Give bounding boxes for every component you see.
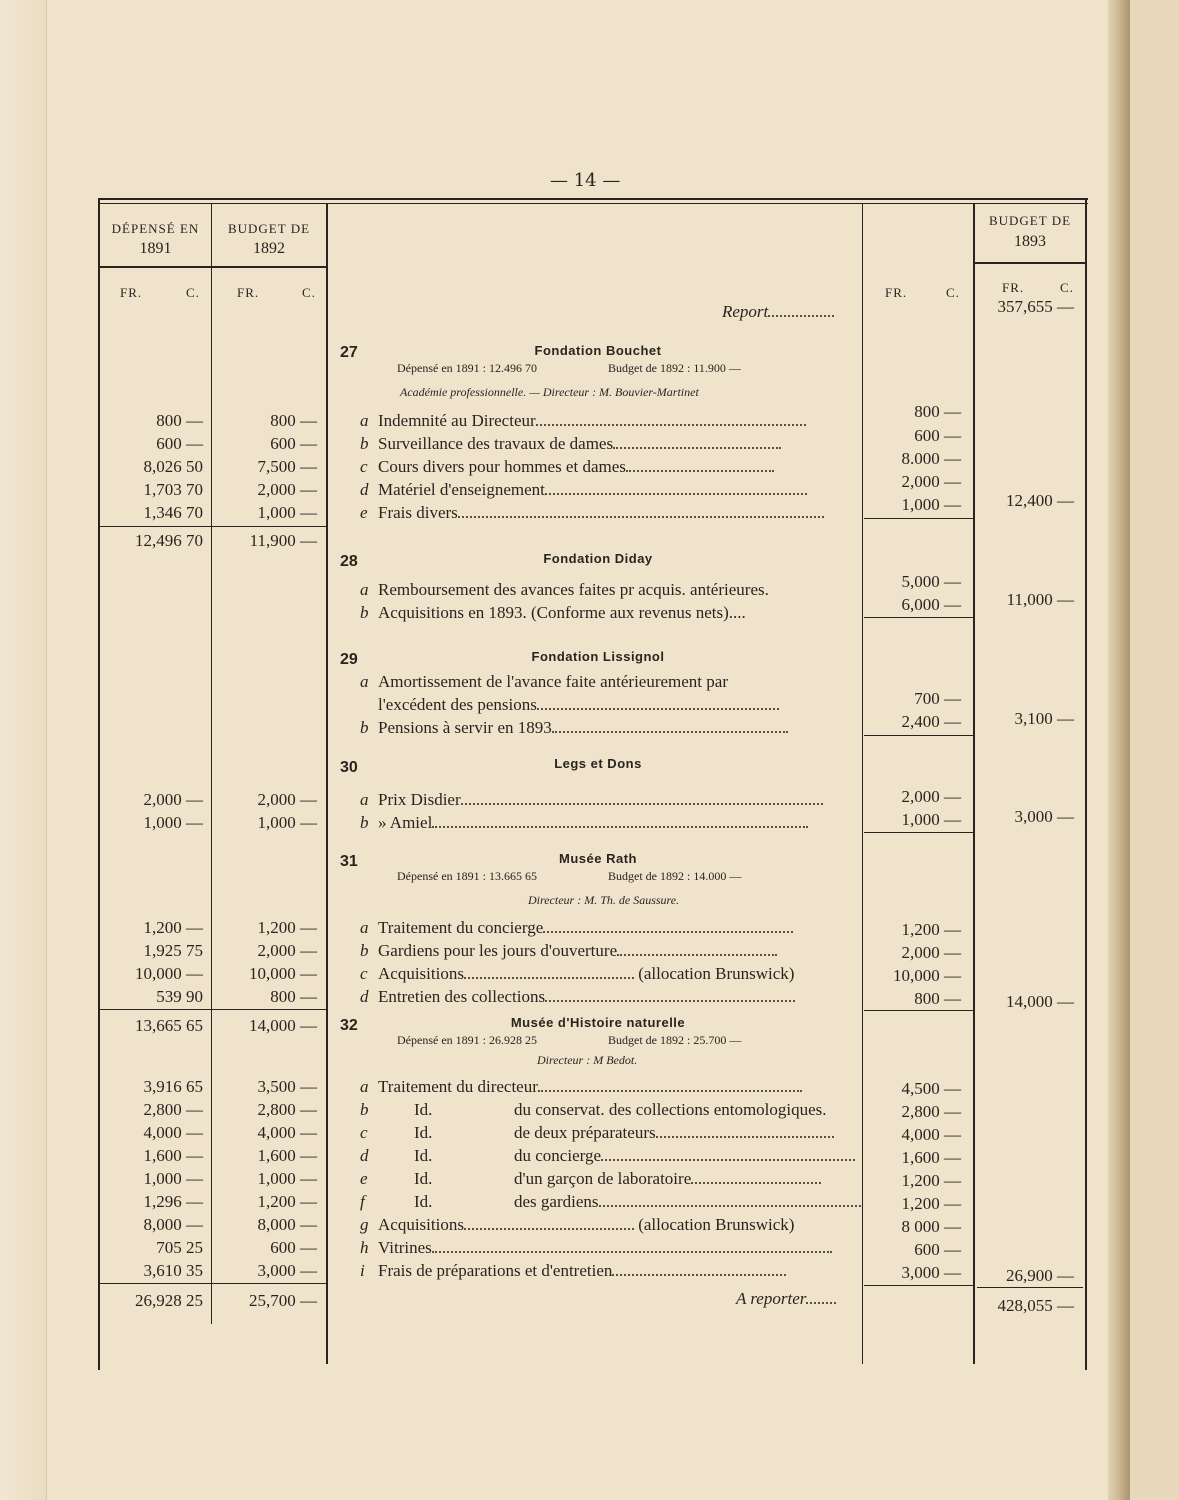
cell-1892: 3,000 — bbox=[257, 1261, 317, 1280]
row-label: g Acquisitions (allocation Brunswick) bbox=[360, 1215, 795, 1234]
col-divider-4 bbox=[973, 204, 975, 1364]
unit-c-1: C. bbox=[186, 285, 200, 300]
cell-1893-detail: 600 — bbox=[914, 426, 961, 445]
total-1893: 12,400 — bbox=[1006, 491, 1074, 510]
cell-1891: 8,000 — bbox=[143, 1215, 203, 1234]
row-label: a Remboursement des avances faites pr acquis. antérieures. bbox=[360, 580, 769, 599]
cell-1892: 800 — bbox=[270, 411, 317, 430]
unit-fr-1: FR. bbox=[120, 285, 143, 300]
cell-1892: 2,800 — bbox=[257, 1100, 317, 1119]
col-divider-2 bbox=[326, 204, 328, 1364]
row-label: b » Amiel bbox=[360, 813, 808, 833]
cell-1893-detail: 800 — bbox=[914, 989, 961, 1008]
cell-1893-detail: 5,000 — bbox=[901, 572, 961, 591]
total-1893: 3,100 — bbox=[1014, 709, 1074, 728]
unit-fr-5: FR. bbox=[1002, 280, 1025, 295]
cell-1891: 1,925 75 bbox=[143, 941, 203, 960]
section-director-note: Directeur : M. Th. de Saussure. bbox=[528, 893, 680, 907]
cell-1892: 1,600 — bbox=[257, 1146, 317, 1165]
row-label: e Id. d'un garçon de laboratoire bbox=[360, 1169, 821, 1189]
header-budget-1893-year: 1893 bbox=[1014, 233, 1046, 250]
row-label: f Id. des gardiens bbox=[360, 1192, 861, 1212]
row-label: h Vitrines bbox=[360, 1238, 832, 1258]
row-label: a Traitement du directeur bbox=[360, 1077, 802, 1097]
cell-1891: 1,296 — bbox=[143, 1192, 203, 1211]
cell-1891: 1,600 — bbox=[143, 1146, 203, 1165]
cell-1891: 1,703 70 bbox=[143, 480, 203, 499]
cell-1893-detail: 8 000 — bbox=[901, 1217, 961, 1236]
total-1893: 26,900 — bbox=[1006, 1266, 1074, 1285]
report-value: 357,655 — bbox=[997, 297, 1074, 316]
cell-1891: 1,000 — bbox=[143, 813, 203, 832]
subtotal-rule bbox=[864, 617, 973, 618]
subtotal-rule bbox=[100, 1283, 326, 1284]
carry-forward-label: A reporter bbox=[736, 1289, 836, 1309]
cell-1892: 8,000 — bbox=[257, 1215, 317, 1234]
cell-1892: 7,500 — bbox=[257, 457, 317, 476]
cell-1893-detail: 2,000 — bbox=[901, 943, 961, 962]
unit-fr-2: FR. bbox=[237, 285, 260, 300]
adjacent-page bbox=[1130, 0, 1179, 1500]
cell-1892: 600 — bbox=[270, 434, 317, 453]
page-edge bbox=[0, 0, 47, 1500]
cell-1891: 1,000 — bbox=[143, 1169, 203, 1188]
section-number: 32 bbox=[340, 1017, 358, 1034]
section-title: Fondation Bouchet bbox=[534, 343, 662, 358]
row-label: a Amortissement de l'avance faite antérieurement par bbox=[360, 672, 728, 691]
cell-1891: 2,000 — bbox=[143, 790, 203, 809]
total-1892: 11,900 — bbox=[249, 531, 317, 550]
row-label: c Acquisitions (allocation Brunswick) bbox=[360, 964, 795, 983]
cell-1893-detail: 800 — bbox=[914, 402, 961, 421]
section-depense-note: Dépensé en 1891 : 12.496 70 bbox=[397, 361, 537, 375]
cell-1891: 3,916 65 bbox=[143, 1077, 203, 1096]
row-label: c Cours divers pour hommes et dames bbox=[360, 457, 774, 477]
cell-1893-detail: 4,000 — bbox=[901, 1125, 961, 1144]
total-1893: 11,000 — bbox=[1006, 590, 1074, 609]
report-label: Report bbox=[722, 302, 834, 322]
cell-1892: 1,000 — bbox=[257, 813, 317, 832]
book-gutter bbox=[1108, 0, 1130, 1500]
cell-1891: 4,000 — bbox=[143, 1123, 203, 1142]
header-depense: DÉPENSÉ EN bbox=[111, 221, 200, 236]
unit-c-2: C. bbox=[302, 285, 316, 300]
subtotal-rule bbox=[100, 1009, 326, 1010]
section-title: Legs et Dons bbox=[554, 756, 642, 771]
cell-1891: 705 25 bbox=[156, 1238, 203, 1257]
header-budget-1893: BUDGET DE bbox=[988, 213, 1072, 228]
row-label-continuation: l'excédent des pensions bbox=[378, 695, 779, 715]
cell-1892: 4,000 — bbox=[257, 1123, 317, 1142]
row-label: b Gardiens pour les jours d'ouverture bbox=[360, 941, 777, 961]
section-director-note: Académie professionnelle. — Directeur : M. Bouvier-Martinet bbox=[400, 385, 699, 399]
section-budget-note: Budget de 1892 : 25.700 — bbox=[608, 1033, 742, 1047]
cell-1893-detail: 6,000 — bbox=[901, 595, 961, 614]
cell-1893-detail: 8.000 — bbox=[901, 449, 961, 468]
col-divider-1 bbox=[211, 204, 212, 1324]
carry-forward-value: 428,055 — bbox=[997, 1296, 1074, 1315]
cell-1893-detail: 1,000 — bbox=[901, 495, 961, 514]
cell-1893-detail: 1,200 — bbox=[901, 920, 961, 939]
cell-1891: 539 90 bbox=[156, 987, 203, 1006]
left-border bbox=[98, 198, 100, 1370]
section-title: Musée Rath bbox=[559, 851, 637, 866]
cell-1893-detail: 10,000 — bbox=[893, 966, 961, 985]
cell-1892: 800 — bbox=[270, 987, 317, 1006]
section-title: Musée d'Histoire naturelle bbox=[510, 1015, 686, 1030]
subtotal-rule bbox=[864, 518, 973, 519]
cell-1891: 10,000 — bbox=[135, 964, 203, 983]
subtotal-rule bbox=[977, 1287, 1083, 1288]
cell-1891: 600 — bbox=[156, 434, 203, 453]
cell-1891: 3,610 35 bbox=[143, 1261, 203, 1280]
row-label: d Entretien des collections bbox=[360, 987, 795, 1007]
row-label: a Traitement du concierge bbox=[360, 918, 793, 938]
cell-1891: 1,200 — bbox=[143, 918, 203, 937]
section-title: Fondation Lissignol bbox=[531, 649, 665, 664]
cell-1893-detail: 1,000 — bbox=[901, 810, 961, 829]
cell-1892: 2,000 — bbox=[257, 941, 317, 960]
cell-1893-detail: 2,400 — bbox=[901, 712, 961, 731]
cell-1893-detail: 600 — bbox=[914, 1240, 961, 1259]
cell-1892: 3,500 — bbox=[257, 1077, 317, 1096]
cell-1892: 2,000 — bbox=[257, 790, 317, 809]
total-1893: 14,000 — bbox=[1006, 992, 1074, 1011]
cell-1893-detail: 2,000 — bbox=[901, 472, 961, 491]
section-number: 31 bbox=[340, 853, 358, 870]
total-1892: 14,000 — bbox=[249, 1016, 317, 1035]
total-1891: 26,928 25 bbox=[135, 1291, 203, 1310]
unit-c-5: C. bbox=[1060, 280, 1074, 295]
cell-1893-detail: 1,200 — bbox=[901, 1171, 961, 1190]
row-label: b Acquisitions en 1893. (Conforme aux revenus nets).... bbox=[360, 603, 746, 622]
cell-1892: 1,200 — bbox=[257, 1192, 317, 1211]
table-top-rule bbox=[98, 198, 1088, 200]
cell-1893-detail: 1,600 — bbox=[901, 1148, 961, 1167]
cell-1893-detail: 1,200 — bbox=[901, 1194, 961, 1213]
subtotal-rule bbox=[864, 832, 973, 833]
cell-1891: 800 — bbox=[156, 411, 203, 430]
cell-1892: 1,000 — bbox=[257, 1169, 317, 1188]
subtotal-rule bbox=[100, 526, 326, 527]
header-budget-1892-year: 1892 bbox=[253, 240, 285, 257]
cell-1892: 2,000 — bbox=[257, 480, 317, 499]
section-number: 29 bbox=[340, 651, 358, 668]
subtotal-rule bbox=[864, 1010, 973, 1011]
total-1891: 13,665 65 bbox=[135, 1016, 203, 1035]
row-label: d Id. du concierge bbox=[360, 1146, 855, 1166]
subtotal-rule bbox=[864, 1285, 973, 1286]
header-depense-year: 1891 bbox=[139, 240, 172, 257]
cell-1891: 1,346 70 bbox=[143, 503, 203, 522]
header-rule-left bbox=[98, 266, 326, 268]
right-border bbox=[1085, 198, 1087, 1370]
table-top-rule-thin bbox=[98, 203, 1088, 204]
total-1893: 3,000 — bbox=[1014, 807, 1074, 826]
col-divider-3 bbox=[862, 204, 863, 1364]
row-label: e Frais divers bbox=[360, 503, 824, 523]
section-title: Fondation Diday bbox=[543, 551, 653, 566]
section-depense-note: Dépensé en 1891 : 26.928 25 bbox=[397, 1033, 537, 1047]
subtotal-rule bbox=[864, 735, 973, 736]
page-number: — 14 — bbox=[550, 170, 621, 191]
section-budget-note: Budget de 1892 : 11.900 — bbox=[608, 361, 741, 375]
section-number: 28 bbox=[340, 553, 358, 570]
section-number: 30 bbox=[340, 759, 358, 776]
total-1892: 25,700 — bbox=[249, 1291, 317, 1310]
section-budget-note: Budget de 1892 : 14.000 — bbox=[608, 869, 742, 883]
total-1891: 12,496 70 bbox=[135, 531, 203, 550]
cell-1891: 8,026 50 bbox=[143, 457, 203, 476]
cell-1892: 1,200 — bbox=[257, 918, 317, 937]
section-number: 27 bbox=[340, 344, 358, 361]
cell-1893-detail: 700 — bbox=[914, 689, 961, 708]
row-label: a Indemnité au Directeur bbox=[360, 411, 806, 431]
row-label: a Prix Disdier bbox=[360, 790, 823, 810]
row-label: b Pensions à servir en 1893 bbox=[360, 718, 788, 738]
section-depense-note: Dépensé en 1891 : 13.665 65 bbox=[397, 869, 537, 883]
row-label: d Matériel d'enseignement bbox=[360, 480, 807, 500]
row-label: c Id. de deux préparateurs bbox=[360, 1123, 834, 1143]
cell-1893-detail: 2,800 — bbox=[901, 1102, 961, 1121]
cell-1892: 600 — bbox=[270, 1238, 317, 1257]
row-label: b Surveillance des travaux de dames bbox=[360, 434, 781, 454]
unit-c-4: C. bbox=[946, 285, 960, 300]
header-budget-1892: BUDGET DE bbox=[227, 221, 311, 236]
row-label: b Id. du conservat. des collections entomologiques. bbox=[360, 1100, 827, 1119]
cell-1892: 10,000 — bbox=[249, 964, 317, 983]
cell-1891: 2,800 — bbox=[143, 1100, 203, 1119]
cell-1893-detail: 2,000 — bbox=[901, 787, 961, 806]
header-rule-right bbox=[975, 262, 1085, 264]
row-label: i Frais de préparations et d'entretien bbox=[360, 1261, 786, 1281]
cell-1893-detail: 3,000 — bbox=[901, 1263, 961, 1282]
section-director-note: Directeur : M Bedot. bbox=[537, 1053, 638, 1067]
cell-1893-detail: 4,500 — bbox=[901, 1079, 961, 1098]
unit-fr-4: FR. bbox=[885, 285, 908, 300]
cell-1892: 1,000 — bbox=[257, 503, 317, 522]
